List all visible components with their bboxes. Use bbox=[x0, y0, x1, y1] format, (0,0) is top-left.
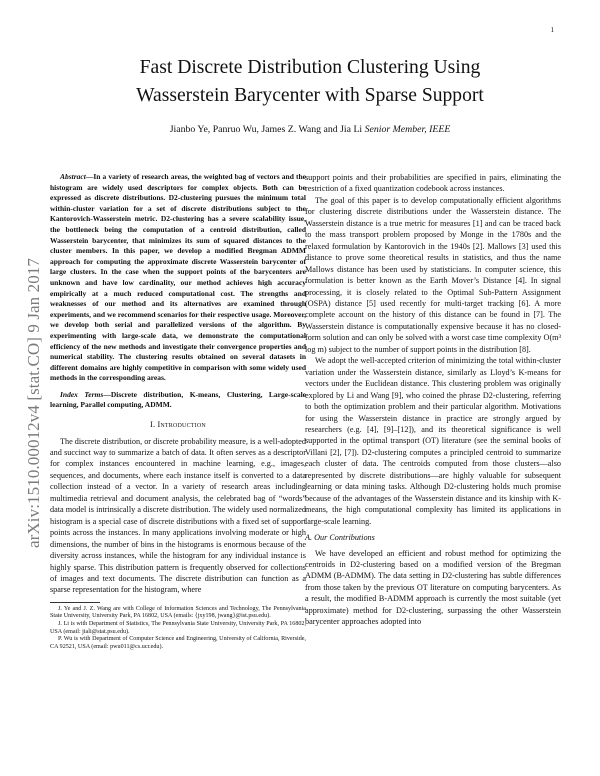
index-terms bbox=[50, 390, 306, 411]
right-paragraph-1: support points and their probabilities are specified in pairs, eliminating the restriction of a fixed quantization codebook across instances. bbox=[305, 173, 561, 194]
author-list bbox=[60, 124, 560, 135]
right-column bbox=[305, 172, 561, 628]
left-column bbox=[50, 172, 306, 651]
author-names: Jianbo Ye, Panruo Wu, James Z. Wang and Jia Li bbox=[169, 124, 363, 135]
footnote-divider bbox=[50, 602, 100, 603]
subsection-heading-contributions: A. Our Contributions bbox=[305, 533, 375, 543]
abstract bbox=[50, 172, 306, 384]
arxiv-identifier-stamp[interactable]: arXiv:1510.00012v4 [stat.CO] 9 Jan 2017 bbox=[24, 257, 43, 548]
intro-paragraph-1: The discrete distribution, or discrete probability measure, is a well-adopted and succinct way to summarize a batch of data. It often serves as a descriptor for complex instances encountered in machine learning, e.g., images, sequences, and documents, where each instance itself is converted to a data collection instead of a vector. In a variety of research areas including multimedia retrieval and document analysis, the celebrated bag of “words” data model is intrinsically a discrete distribution. The widely used normalized histogram is a special case of discrete distributions with a fixed set of support points across the instances. In many applications involving moderate or high dimensions, the number of bins in the histograms is enormous because of the diversity across instances, while the histogram for any individual instance is highly sparse. This distribution pattern is frequently observed for collections of images and text documents. The discrete distribution can function as a sparse representation for the histogram, where bbox=[50, 436, 306, 595]
footnote-li: J. Li is with Department of Statistics, The Pennsylvania State University, University Park, PA 16802, USA (email: jiali@stat.psu.edu). bbox=[50, 621, 306, 635]
title-line-2: Wasserstein Barycenter with Sparse Support bbox=[136, 85, 484, 106]
index-terms-label: Index Terms bbox=[60, 389, 104, 399]
footnote-wu: P. Wu is with Department of Computer Science and Engineering, University of California, Riverside, CA 92521, USA (email: pwu011@cs.ucr.edu). bbox=[50, 636, 306, 650]
author-membership: Senior Member, IEEE bbox=[364, 124, 451, 135]
abstract-label: Abstract bbox=[60, 172, 86, 181]
page-number: 1 bbox=[550, 26, 554, 34]
footnote-ye-wang: J. Ye and J. Z. Wang are with College of Information Sciences and Technology, The Pennsylvania State University, University Park, PA 16802, USA (emails: {jxy198, jwang}@ist.psu.edu). bbox=[50, 605, 306, 620]
index-terms-text: —Discrete distribution, K-means, Clustering, Large-scale learning, Parallel computing, ADMM. bbox=[50, 389, 307, 410]
right-paragraph-4: We have developed an efficient and robust method for optimizing the centroids in D2-clustering based on a modified version of the Bregman ADMM (B-ADMM). The data setting in D2-clustering has subtle differences from those taken by the previous OT literature on computing barycenters. As a result, the modified B-ADMM approach is currently the most suitable (yet approximate) method for D2-clustering, surpassing the other Wasserstein barycenter approaches adopted into bbox=[305, 548, 561, 627]
right-paragraph-2: The goal of this paper is to develop computationally efficient algorithms for clustering discrete distributions under the Wasserstein distance. The Wasserstein distance is a true metric for measures [1] and can be traced back to the mass transport problem proposed by Monge in the 1780s and the relaxed formulation by Kantorovich in the 1940s [2]. Mallows [3] used this distance to prove some theoretical results in statistics, and thus the name Mallows distance has been used by statisticians. In computer science, this formulation is better known as the Earth Mover’s Distance [4]. In signal processing, it is closely related to the Optimal Sub-Pattern Assignment (OSPA) distance [5] used recently for multi-target tracking [6]. A more complete account on the history of this distance can be found in [7]. The Wasserstein distance is computationally expensive because it has no closed-form solution and can only be solved with a worst case time complexity O(m³ log m) subject to the number of support points in the distribution [8]. bbox=[305, 195, 561, 354]
section-heading-introduction: I. Introduction bbox=[150, 420, 206, 430]
paper-title bbox=[60, 54, 560, 110]
footnotes bbox=[50, 606, 306, 652]
right-paragraph-3: We adopt the well-accepted criterion of minimizing the total within-cluster variation under the Wasserstein distance, similarly as Lloyd’s K-means for vectors under the Euclidean distance. This clustering problem was originally explored by Li and Wang [9], who coined the phrase D2-clustering, referring to both the optimization problem and their particular algorithm. Motivations for using the Wasserstein distance in practice are strongly argued by researchers (e.g. [4], [9]–[12]), and its theoretical significance is well supported in the optimal transport (OT) literature (see the seminal books of Villani [2], [7]). D2-clustering computes a principled centroid to summarize each cluster of data. The centroids computed from those clusters—also represented by discrete distributions—are highly valuable for subsequent learning or data mining tasks. Although D2-clustering holds much promise because of the advantages of the Wasserstein distance and its kinship with K-means, the high computational complexity has limited its applications in large-scale learning. bbox=[305, 356, 561, 526]
abstract-text: —In a variety of research areas, the weighted bag of vectors and the histogram are widely used descriptors for complex objects. Both can be expressed as discrete distributions. D2-clustering pursues the minimum total within-cluster variation for a set of discrete distributions subject to the Kantorovich-Wasserstein metric. D2-clustering has a severe scalability issue, the bottleneck being the computation of a centroid distribution, called Wasserstein barycenter, that minimizes its sum of squared distances to the cluster members. In this paper, we develop a modified Bregman ADMM approach for computing the approximate discrete Wasserstein barycenter of large clusters. In the case when the support points of the barycenters are unknown and have low cardinality, our method achieves high accuracy empirically at a much reduced computational cost. The strengths and weaknesses of our method and its alternatives are examined through experiments, and we recommend scenarios for their respective usage. Moreover, we develop both serial and parallelized versions of the algorithm. By experimenting with large-scale data, we demonstrate the computational efficiency of the new methods and investigate their convergence properties and numerical stability. The clustering results obtained on several datasets in different domains are highly competitive in comparison with some widely used methods in the corresponding areas. bbox=[50, 172, 306, 383]
title-line-1: Fast Discrete Distribution Clustering Using bbox=[139, 57, 481, 78]
